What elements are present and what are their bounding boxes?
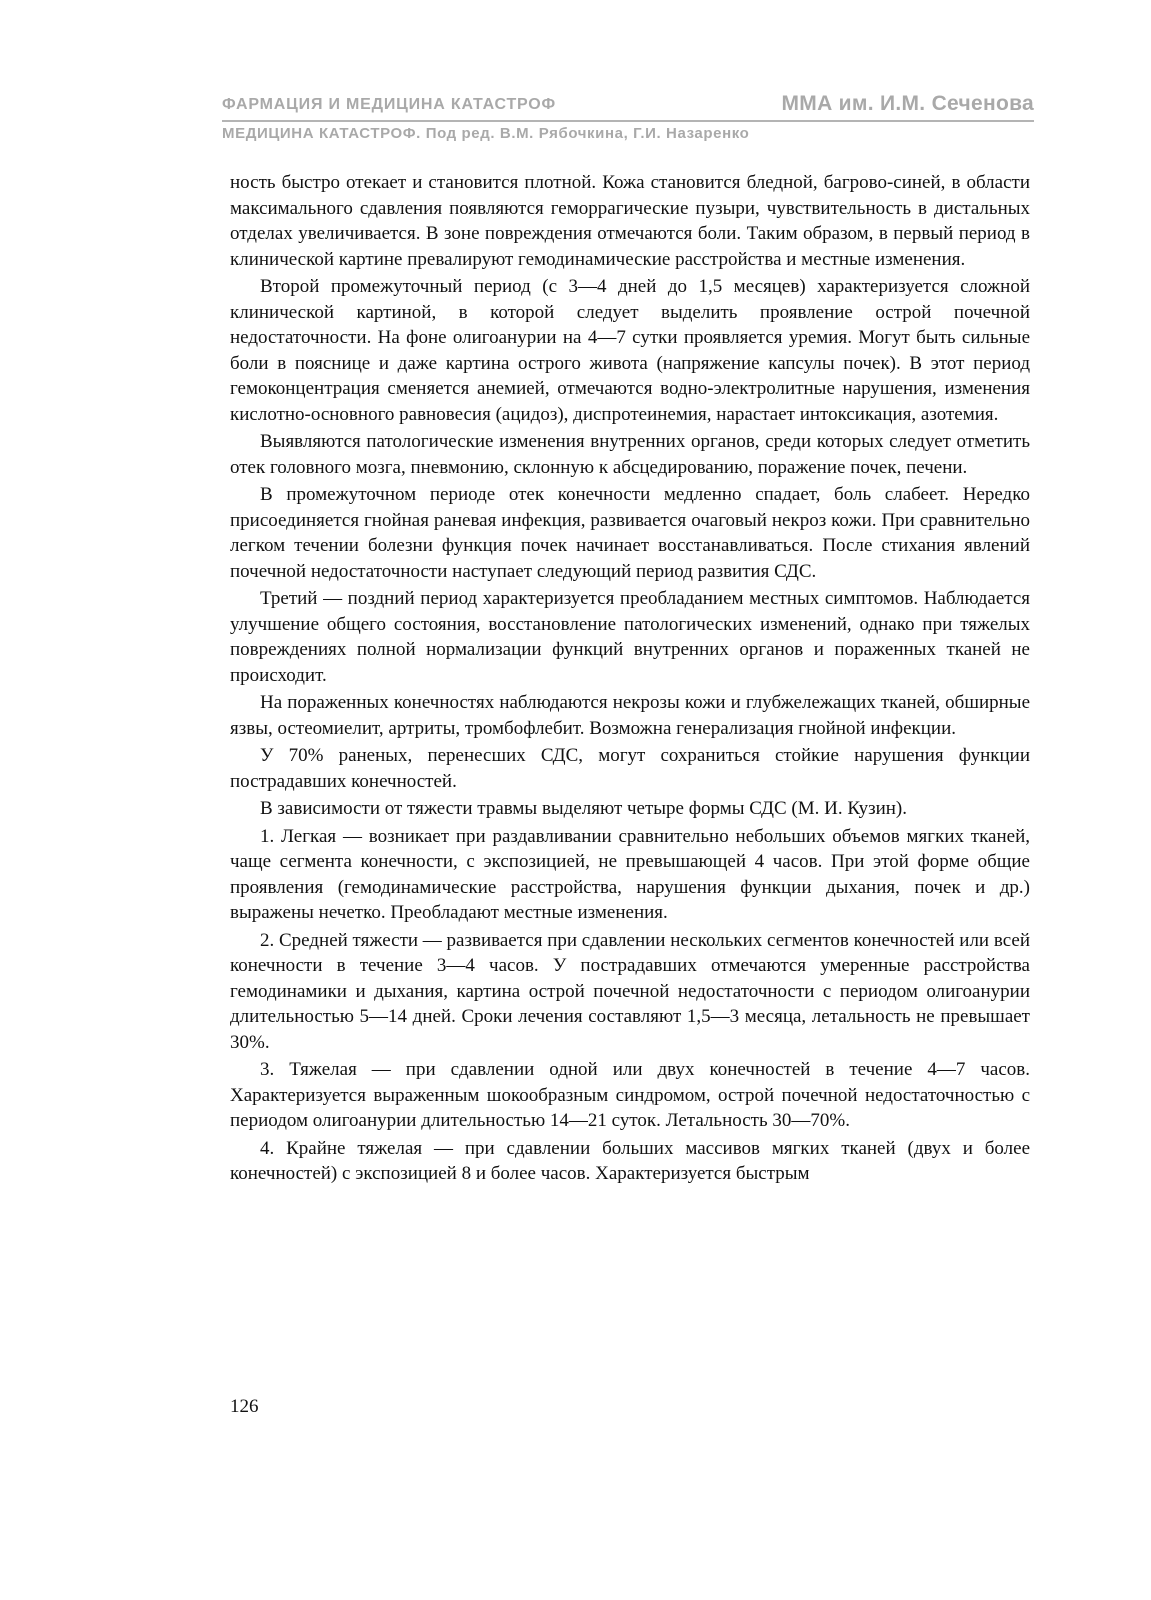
paragraph: В зависимости от тяжести травмы выделяют четыре формы СДС (М. И. Кузин). [260, 798, 908, 819]
list-item: 3. Тяжелая — при сдавлении одной или двух конечностей в течение 4—7 часов. Характеризуется выраженным шокообразным синдромом, острой почечной недостаточностью с периодом олигоанурии длительностью 14—21 суток. Летальность 30—70%. [230, 1059, 1030, 1131]
list-item: 2. Средней тяжести — развивается при сдавлении нескольких сегментов конечностей или всей конечности в течение 3—4 часов. У пострадавших отмечаются умеренные расстройства гемодинамики и дыхания, картина острой почечной недостаточности с периодом олигоанурии длительностью 5—14 дней. Сроки лечения составляют 1,5—3 месяца, летальность не превышает 30%. [230, 929, 1030, 1053]
paragraph: Выявляются патологические изменения внутренних органов, среди которых следует отметить отек головного мозга, пневмонию, склонную к абсцедированию, поражение почек, печени. [230, 431, 1030, 478]
list-item: 4. Крайне тяжелая — при сдавлении больших массивов мягких тканей (двух и более конечностей) с экспозицией 8 и более часов. Характеризуется быстрым [230, 1137, 1030, 1184]
running-header [222, 92, 1034, 148]
paragraph: На пораженных конечностях наблюдаются некрозы кожи и глубжележащих тканей, обширные язвы, остеомиелит, артриты, тромбофлебит. Возможна генерализация гнойной инфекции. [230, 692, 1030, 739]
paragraph: ность быстро отекает и становится плотной. Кожа становится бледной, багрово-синей, в области максимального сдавления появляются геморрагические пузыри, чувствительность в дистальных отделах увеличивается. В зоне повреждения отмечаются боли. Таким образом, в первый период в клинической картине превалируют гемодинамические расстройства и местные изменения. [230, 172, 1030, 270]
header-left-title: ФАРМАЦИЯ И МЕДИЦИНА КАТАСТРОФ [222, 96, 557, 113]
header-rule [222, 92, 1034, 122]
header-right-title: ММА им. И.М. Сеченова [781, 92, 1034, 115]
paragraph: Второй промежуточный период (с 3—4 дней до 1,5 месяцев) характеризуется сложной клинической картиной, в которой следует выделить проявление острой почечной недостаточности. На фоне олигоанурии на 4—7 сутки проявляется уремия. Могут быть сильные боли в пояснице и даже картина острого живота (напряжение капсулы почек). В этот период гемоконцентрация сменяется анемией, отмечаются водно-электролитные нарушения, изменения кислотно-основного равновесия (ацидоз), диспротеинемия, нарастает интоксикация, азотемия. [230, 276, 1030, 425]
paragraph: У 70% раненых, перенесших СДС, могут сохраниться стойкие нарушения функции пострадавших конечностей. [230, 745, 1030, 792]
body-text [230, 170, 1030, 1189]
page-number: 126 [230, 1396, 259, 1417]
paragraph: Третий — поздний период характеризуется преобладанием местных симптомов. Наблюдается улучшение общего состояния, восстановление патологических изменений, однако при тяжелых повреждениях полной нормализации функций внутренних органов и пораженных тканей не происходит. [230, 588, 1030, 686]
header-subtitle: МЕДИЦИНА КАТАСТРОФ. Под ред. В.М. Рябочкина, Г.И. Назаренко [222, 125, 750, 142]
list-item: 1. Легкая — возникает при раздавливании сравнительно небольших объемов мягких тканей, чаще сегмента конечности, с экспозицией, не превышающей 4 часов. При этой форме общие проявления (гемодинамические расстройства, нарушения функции дыхания, почек и др.) выражены нечетко. Преобладают местные изменения. [230, 825, 1030, 923]
paragraph: В промежуточном периоде отек конечности медленно спадает, боль слабеет. Нередко присоединяется гнойная раневая инфекция, развивается очаговый некроз кожи. При сравнительно легком течении болезни функция почек начинает восстанавливаться. После стихания явлений почечной недостаточности наступает следующий период развития СДС. [230, 484, 1030, 582]
